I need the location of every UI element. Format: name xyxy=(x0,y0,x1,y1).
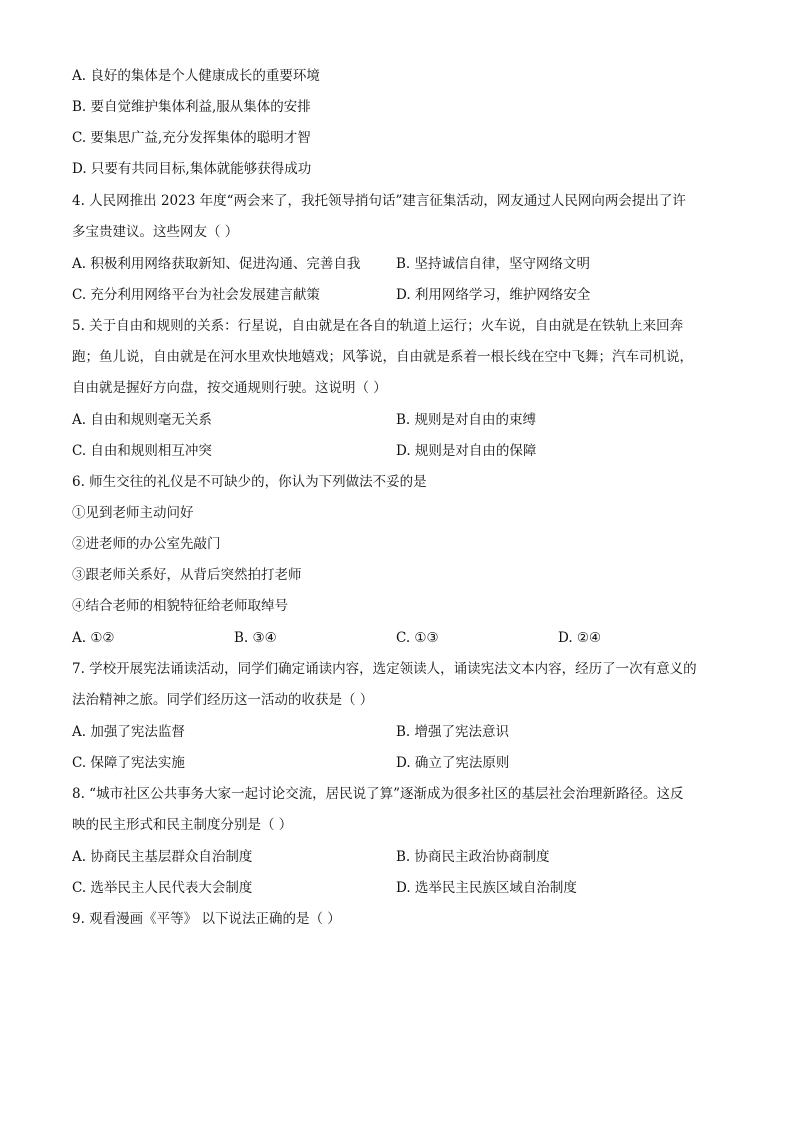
q8-option-c: C. 选举民主人民代表大会制度 xyxy=(72,880,253,896)
q4-stem-line2: 多宝贵建议。这些网友（ ） xyxy=(72,224,239,240)
q5-stem-line1: 5. 关于自由和规则的关系：行星说，自由就是在各自的轨道上运行；火车说，自由就是在铁轨上来回奔 xyxy=(72,318,684,334)
q4-option-c: C. 充分利用网络平台为社会发展建言献策 xyxy=(72,287,320,303)
q6-option-c: C. ①③ xyxy=(396,630,439,646)
q4-option-a: A. 积极利用网络获取新知、促进沟通、完善自我 xyxy=(72,256,361,272)
q7-option-c: C. 保障了宪法实施 xyxy=(72,755,185,771)
q9-stem: 9. 观看漫画《平等》 以下说法正确的是（ ） xyxy=(72,911,341,927)
q3-option-a: A. 良好的集体是个人健康成长的重要环境 xyxy=(72,68,320,84)
q7-stem-line1: 7. 学校开展宪法诵读活动，同学们确定诵读内容，选定领读人，诵读宪法文本内容，经历了一次有意义的 xyxy=(72,661,697,677)
q6-item-2: ②进老师的办公室先敲门 xyxy=(72,536,221,552)
q8-stem-line1: 8. “城市社区公共事务大家一起讨论交流，居民说了算”逐渐成为很多社区的基层社会治理新路径。这反 xyxy=(72,786,684,802)
q6-item-4: ④结合老师的相貌特征给老师取绰号 xyxy=(72,598,288,614)
q6-option-a: A. ①② xyxy=(72,630,115,646)
q3-option-b: B. 要自觉维护集体利益,服从集体的安排 xyxy=(72,99,311,115)
q5-option-a: A. 自由和规则毫无关系 xyxy=(72,412,212,428)
q6-stem: 6. 师生交往的礼仪是不可缺少的，你认为下列做法不妥的是 xyxy=(72,474,427,490)
q7-option-b: B. 增强了宪法意识 xyxy=(396,724,510,740)
q8-stem-line2: 映的民主形式和民主制度分别是（ ） xyxy=(72,817,293,833)
q4-option-b: B. 坚持诚信自律，坚守网络文明 xyxy=(396,256,591,272)
q5-stem-line2: 跑；鱼儿说，自由就是在河水里欢快地嬉戏；风筝说，自由就是系着一根长线在空中飞舞；汽车司机说， xyxy=(72,349,693,365)
q5-option-b: B. 规则是对自由的束缚 xyxy=(396,412,537,428)
q7-option-a: A. 加强了宪法监督 xyxy=(72,724,185,740)
q7-option-d: D. 确立了宪法原则 xyxy=(396,755,510,771)
q3-option-c: C. 要集思广益,充分发挥集体的聪明才智 xyxy=(72,130,311,146)
q6-option-d: D. ②④ xyxy=(558,630,602,646)
q7-stem-line2: 法治精神之旅。同学们经历这一活动的收获是（ ） xyxy=(72,692,374,708)
q4-option-d: D. 利用网络学习，维护网络安全 xyxy=(396,287,591,303)
q6-item-1: ①见到老师主动问好 xyxy=(72,505,194,521)
q5-option-d: D. 规则是对自由的保障 xyxy=(396,443,537,459)
q5-stem-line3: 自由就是握好方向盘，按交通规则行驶。这说明（ ） xyxy=(72,380,387,396)
q4-stem-line1: 4. 人民网推出 2023 年度“两会来了，我托领导捎句话”建言征集活动，网友通过人民网向两会提出了许 xyxy=(72,193,686,209)
q6-item-3: ③跟老师关系好，从背后突然拍打老师 xyxy=(72,567,302,583)
q6-option-b: B. ③④ xyxy=(234,630,277,646)
q8-option-b: B. 协商民主政治协商制度 xyxy=(396,849,550,865)
q5-option-c: C. 自由和规则相互冲突 xyxy=(72,443,212,459)
q3-option-d: D. 只要有共同目标,集体就能够获得成功 xyxy=(72,161,312,177)
q8-option-a: A. 协商民主基层群众自治制度 xyxy=(72,849,253,865)
q8-option-d: D. 选举民主民族区域自治制度 xyxy=(396,880,577,896)
